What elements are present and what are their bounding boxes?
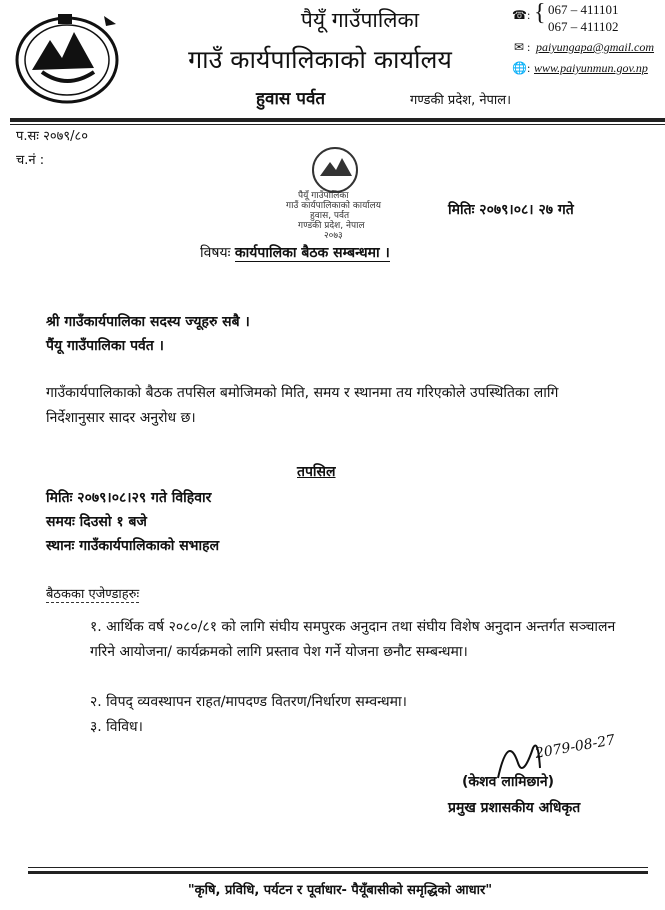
details-heading: तपसिल bbox=[297, 464, 336, 480]
letter-date: मितिः २०७९।०८। २७ गते bbox=[448, 202, 574, 218]
header-rule-thin bbox=[10, 124, 665, 125]
email-link[interactable]: paiyungapa@gmail.com bbox=[536, 40, 655, 54]
phone-icon: ☎: bbox=[512, 8, 531, 22]
subject-text: कार्यपालिका बैठक सम्बन्धमा । bbox=[234, 245, 390, 261]
letter-body: गाउँकार्यपालिकाको बैठक तपसिल बमोजिमको मिति, समय र स्थानमा तय गरिएकोले उपस्थितिका लागि निर्देशानुसार सादर अनुरोध छ। bbox=[46, 385, 559, 426]
globe-icon: 🌐: bbox=[512, 61, 531, 75]
municipality-logo bbox=[12, 10, 122, 105]
stamp-line1: पैयूँ गाउँपालिका bbox=[298, 191, 349, 201]
phone-number-1: 067 – 411101 bbox=[548, 2, 619, 17]
signatory-title: प्रमुख प्रशासकीय अधिकृत bbox=[448, 800, 581, 816]
office-stamp bbox=[280, 140, 390, 240]
office-place: हुवास पर्वत bbox=[256, 89, 326, 109]
footer-slogan: "कृषि, प्रविधि, पर्यटन र पूर्वाधार- पैयूँबासीको समृद्धिको आधार" bbox=[187, 883, 493, 898]
signature-date: 2079-08-27 bbox=[533, 732, 617, 762]
footer-rule-thin bbox=[28, 867, 648, 868]
stamp-line3: हुवास, पर्वत bbox=[310, 211, 350, 221]
addressee-line2: पैंयू गाउँपालिका पर्वत । bbox=[46, 338, 164, 354]
office-region: गण्डकी प्रदेश, नेपाल। bbox=[410, 93, 512, 108]
meeting-date: मितिः २०७९।०८।२९ गते विहिवार bbox=[46, 490, 212, 506]
meeting-place: स्थानः गाउँकार्यपालिकाको सभाहल bbox=[46, 538, 220, 554]
dispatch-number: च.नं : bbox=[16, 153, 45, 168]
email-icon: ✉ : bbox=[514, 40, 531, 54]
subject-line bbox=[200, 243, 390, 262]
signatory-name: (केशव लामिछाने) bbox=[462, 774, 555, 790]
reference-number: प.सः २०७९/८० bbox=[16, 129, 89, 144]
footer-rule-thick bbox=[28, 871, 648, 874]
addressee-line1: श्री गाउँकार्यपालिका सदस्य ज्यूहरु सबै । bbox=[46, 314, 250, 330]
agenda-item: १. आर्थिक वर्ष २०८०/८१ को लागि संघीय समपुरक अनुदान तथा संघीय विशेष अनुदान अन्तर्गत सञ्चालन गरिने आयोजना/ कार्यक्रमको लागि प्रस्ताव पेश गर्ने योजना छनौट सम्बन्धमा। bbox=[90, 619, 616, 660]
stamp-line4: गण्डकी प्रदेश, नेपाल bbox=[298, 221, 365, 231]
subject-label: विषयः bbox=[200, 245, 231, 261]
website-link[interactable]: www.paiyunmun.gov.np bbox=[534, 61, 648, 75]
agenda-heading: बैठकका एजेण्डाहरुः bbox=[46, 584, 139, 603]
office-name: गाउँ कार्यपालिकाको कार्यालय bbox=[188, 45, 452, 74]
agenda-item: ३. विविध। bbox=[90, 719, 143, 735]
phone-number-2: 067 – 411102 bbox=[548, 19, 619, 34]
stamp-line2: गाउँ कार्यपालिकाको कार्यालय bbox=[286, 201, 381, 211]
stamp-line5: २०७३ bbox=[324, 231, 343, 240]
agenda-item: २. विपद् व्यवस्थापन राहत/मापदण्ड वितरण/निर्धारण सम्वन्धमा। bbox=[90, 694, 407, 710]
brace-glyph: { bbox=[534, 0, 546, 26]
meeting-time: समयः दिउसो १ बजे bbox=[46, 514, 147, 530]
header-rule-thick bbox=[10, 118, 665, 122]
municipality-name: पैयूँ गाउँपालिका bbox=[300, 8, 420, 32]
